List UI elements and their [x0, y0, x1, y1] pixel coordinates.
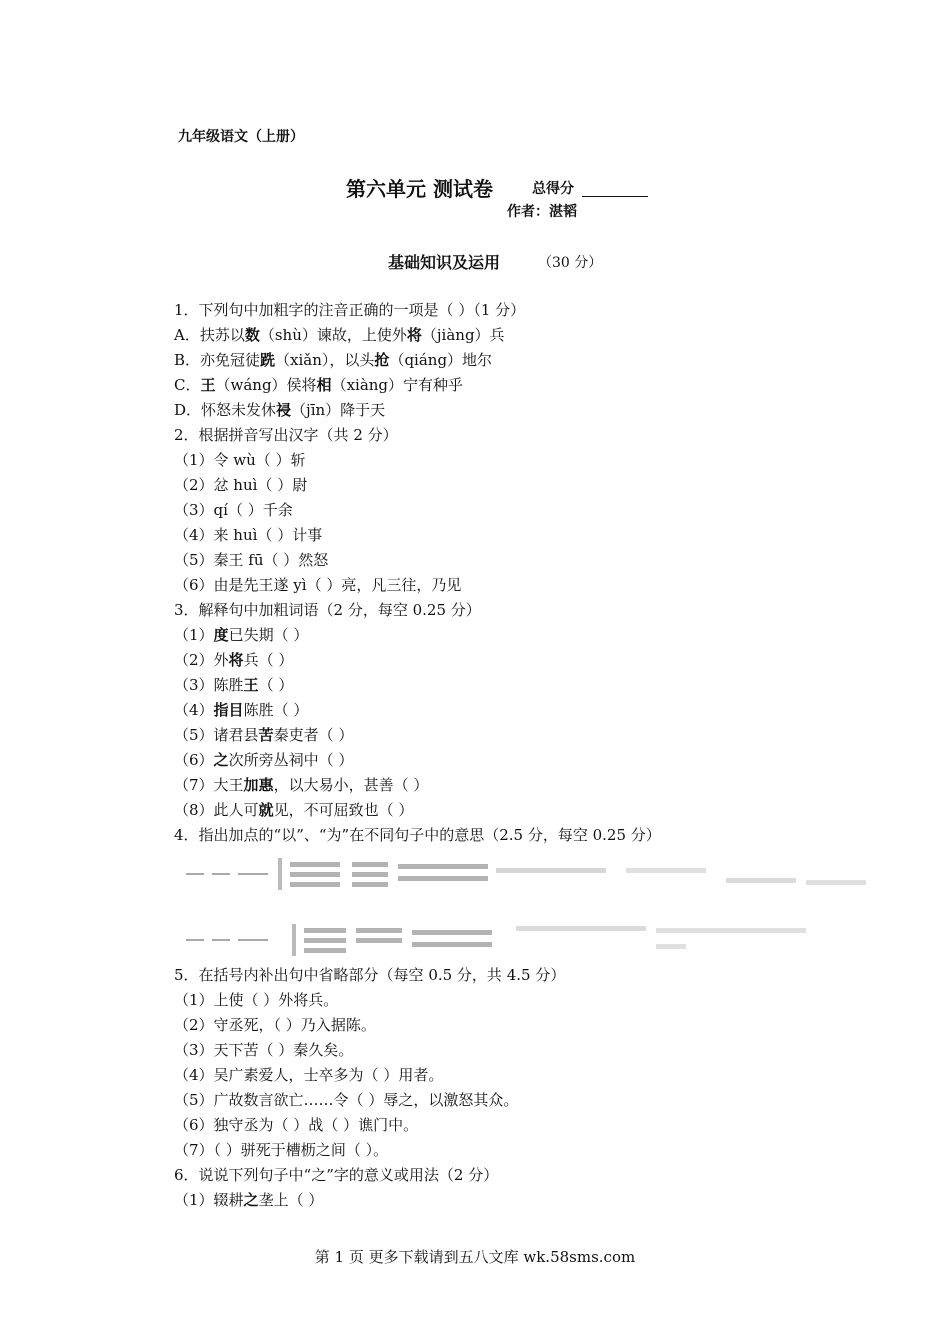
- section-points: （30 分）: [538, 255, 603, 271]
- q2-item: （4）来 huì（ ）计事: [174, 526, 323, 544]
- q3-item: （3）陈胜王（ ）: [174, 676, 294, 694]
- q2-item: （2）忿 huì（ ）尉: [174, 476, 308, 494]
- q5-item: （3）天下苦（ ）秦久矣。: [174, 1041, 354, 1059]
- q5-item: （4）吴广素爱人，士卒多为（ ）用者。: [174, 1066, 444, 1084]
- q3-item: （1）度已失期（ ）: [174, 626, 309, 644]
- q2-item: （3）qí（ ）千余: [174, 501, 293, 519]
- q3-item: （5）诸君县苦秦吏者（ ）: [174, 726, 354, 744]
- grade-label: 九年级语文（上册）: [178, 129, 304, 145]
- section-title: 基础知识及运用: [388, 253, 501, 272]
- q6-prompt: 6．说说下列句子中“之”字的意义或用法（2 分）: [174, 1166, 499, 1184]
- q1-option-b: B．亦免冠徒跣（xiǎn），以头抢（qiáng）地尔: [174, 351, 493, 369]
- q3-item: （4）指目陈胜（ ）: [174, 701, 309, 719]
- q3-item: （7）大王加惠，以大易小，甚善（ ）: [174, 776, 429, 794]
- q5-item: （7）（ ）骈死于槽枥之间（ ）。: [174, 1141, 389, 1159]
- q3-item: （6）之次所旁丛祠中（ ）: [174, 751, 354, 769]
- q4-table-row-garbled: [186, 922, 876, 958]
- questions-block-1: [174, 298, 874, 848]
- q5-item: （5）广故数言欲亡……令（ ）辱之，以激怒其众。: [174, 1091, 519, 1109]
- score-label: 总得分: [532, 181, 574, 197]
- q3-item: （2）外将兵（ ）: [174, 651, 294, 669]
- q2-prompt: 2．根据拼音写出汉字（共 2 分）: [174, 426, 398, 444]
- q5-item: （6）独守丞为（ ）战（ ）谯门中。: [174, 1116, 419, 1134]
- author-label: 作者：湛韬: [507, 204, 577, 220]
- q1-option-c: C．王（wáng）侯将相（xiàng）宁有种乎: [174, 376, 464, 394]
- q4-prompt: 4．指出加点的“以”、“为”在不同句子中的意思（2.5 分，每空 0.25 分）: [174, 826, 661, 844]
- page-title: 第六单元 测试卷: [346, 177, 493, 201]
- q5-prompt: 5．在括号内补出句中省略部分（每空 0.5 分，共 4.5 分）: [174, 966, 566, 984]
- q1-option-d: D．怀怒未发休祲（jīn）降于天: [174, 401, 386, 419]
- score-blank-line: [582, 182, 648, 197]
- page-footer: 第 1 页 更多下载请到五八文库 wk.58sms.com: [314, 1248, 636, 1266]
- q3-prompt: 3．解释句中加粗词语（2 分，每空 0.25 分）: [174, 601, 481, 619]
- q2-item: （6）由是先王遂 yì（ ）亮，凡三往，乃见: [174, 576, 462, 594]
- q2-item: （1）令 wù（ ）斩: [174, 451, 306, 469]
- q3-item: （8）此人可就见，不可屈致也（ ）: [174, 801, 414, 819]
- q1-prompt: 1．下列句中加粗字的注音正确的一项是（ ）（1 分）: [174, 301, 526, 319]
- questions-block-2: [174, 963, 874, 1213]
- q5-item: （1）上使（ ）外将兵。: [174, 991, 339, 1009]
- q4-table-row-garbled: [186, 856, 876, 892]
- q5-item: （2）守丞死，（ ）乃入据陈。: [174, 1016, 376, 1034]
- q6-item: （1）辍耕之垄上（ ）: [174, 1191, 324, 1209]
- q2-item: （5）秦王 fū（ ）然怒: [174, 551, 329, 569]
- q1-option-a: A．扶苏以数（shù）谏故，上使外将（jiàng）兵: [174, 326, 505, 344]
